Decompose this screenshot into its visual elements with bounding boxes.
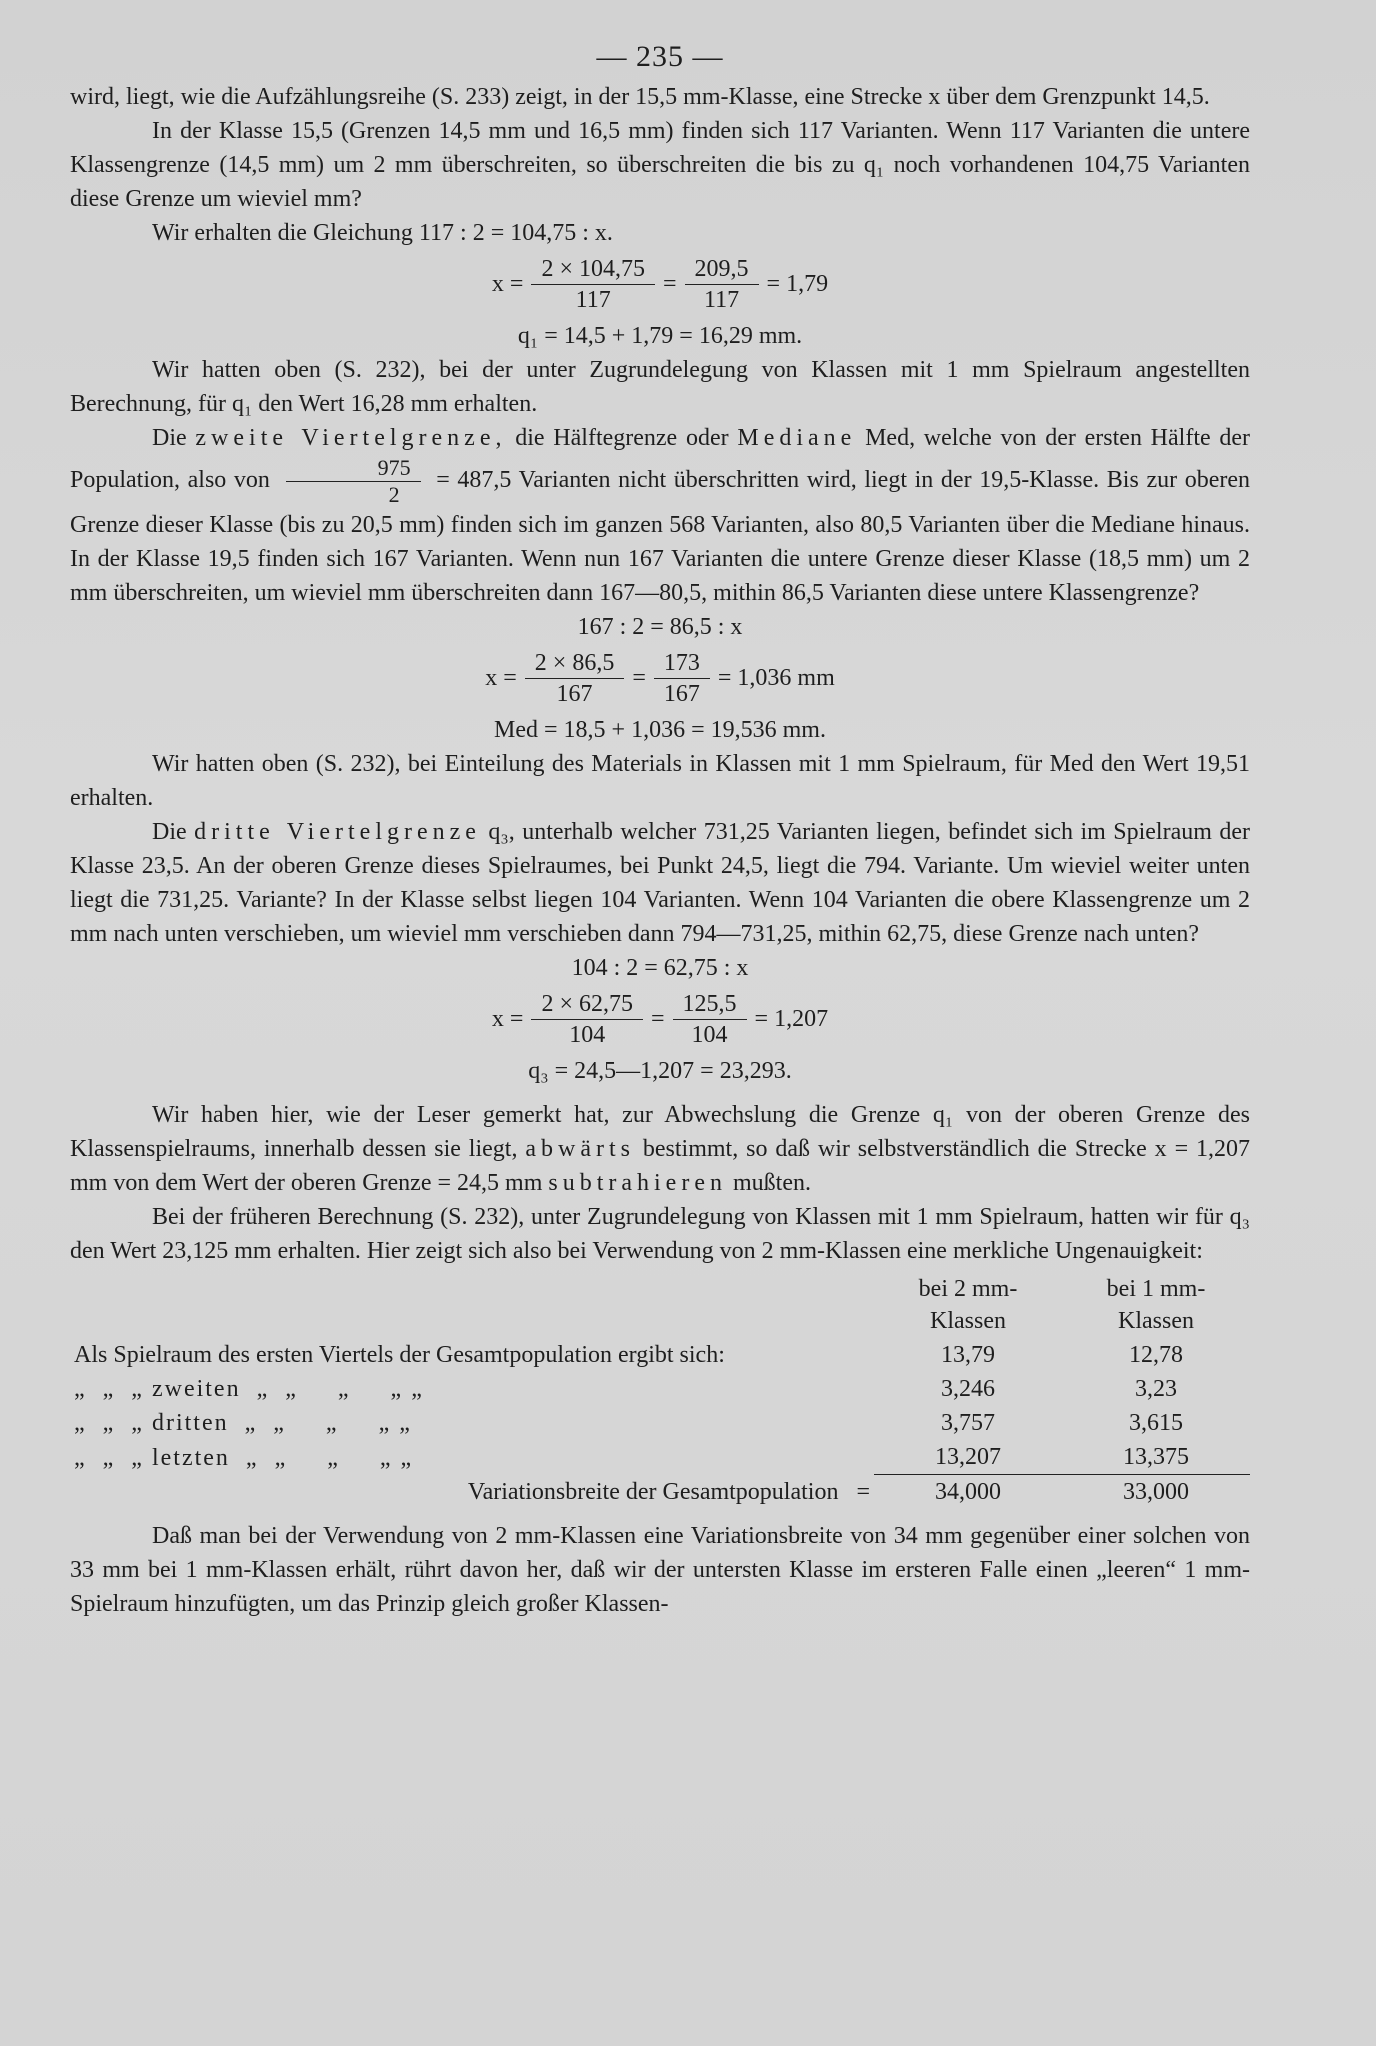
paragraph: wird, liegt, wie die Aufzählungsreihe (S. 233) zeigt, in der 15,5 mm-Klasse, eine Strecke x über dem Grenzpunkt 14,5. [70, 84, 1210, 110]
paragraph: Daß man bei der Verwendung von 2 mm-Klassen eine Variationsbreite von 34 mm gegenüber einer solchen von 33 mm bei 1 mm-Klassen erhält, rührt davon her, daß wir der untersten Klasse im ersteren Falle einen „leeren“ 1 mm-Spielraum hinzufügten, um das Prinzip gleich großer Klassen- [70, 1523, 1250, 1617]
text-run: Med, welche von der ersten Hälfte der Population, also von [70, 425, 1251, 494]
table-row [70, 1372, 1250, 1406]
text-run: q₃, unterhalb welcher 731,25 Varianten liegen, befindet sich im Spielraum der Klasse 23,5. An der oberen Grenze dieses Spielraumes, bei Punkt 24,5, liegt die 794. Variante. Um wieviel weiter unten liegt die 731,25. Variante? In der Klasse selbst liegen 104 Varianten. Wenn 104 Varianten die obere Klassengrenze um 2 mm nach unten verschieben, um wieviel mm verschieben dann 794—731,25, mithin 62,75, diese Grenze nach unten? [70, 819, 1251, 947]
eq-equals: = [663, 271, 677, 297]
fraction [685, 254, 759, 315]
eq-equals: = [651, 1006, 665, 1032]
column-header: bei 1 mm- Klassen [1106, 1276, 1206, 1334]
cell-1mm: 3,615 [1129, 1410, 1183, 1436]
numerator: 2 × 62,75 [531, 989, 643, 1020]
numerator: 125,5 [673, 989, 747, 1020]
equation-x2 [70, 648, 1250, 709]
numerator: 209,5 [685, 254, 759, 285]
spaced-term: Mediane [737, 425, 857, 451]
text-run: mußten. [732, 1170, 811, 1196]
paragraph-subtraction [70, 1098, 1250, 1200]
numerator: 2 × 86,5 [525, 648, 625, 679]
paragraph: Wir hatten oben (S. 232), bei Einteilung des Materials in Klassen mit 1 mm Spielraum, für Med den Wert 19,51 erhalten. [70, 751, 1250, 811]
table-row [70, 1338, 1250, 1372]
total-2mm: 34,000 [874, 1475, 1062, 1510]
spaced-term: zweite Viertelgrenze, [195, 425, 507, 451]
numerator: 975 [286, 455, 421, 482]
eq-result: = 1,036 mm [717, 665, 835, 691]
equation-x1 [70, 254, 1250, 315]
numerator: 2 × 104,75 [531, 254, 655, 285]
fraction [525, 648, 625, 709]
fraction-975-2 [286, 455, 421, 508]
cell-1mm: 12,78 [1129, 1342, 1183, 1368]
eq-lhs: x = [491, 1006, 524, 1032]
paragraph-median [70, 421, 1250, 610]
denominator: 117 [703, 287, 740, 313]
page-content [70, 40, 1250, 1621]
cell-2mm: 3,246 [941, 1376, 995, 1402]
paragraph: Bei der früheren Berechnung (S. 232), unter Zugrundelegung von Klassen mit 1 mm Spielraum, hatten wir für q₃ den Wert 23,125 mm erhalten. Hier zeigt sich also bei Verwendung von 2 mm-Klassen eine merkliche Ungenauigkeit: [70, 1204, 1250, 1264]
total-1mm: 33,000 [1062, 1475, 1250, 1510]
spaced-term: abwärts [525, 1136, 635, 1162]
equation-proportion: 167 : 2 = 86,5 : x [577, 614, 743, 640]
text-run: die Hälftegrenze oder [515, 425, 729, 451]
row-label: Als Spielraum des ersten Viertels der Gesamtpopulation ergibt sich: [74, 1342, 725, 1368]
fraction [673, 989, 747, 1050]
equation-q3: q₃ = 24,5—1,207 = 23,293. [528, 1058, 792, 1084]
text-run: Wir haben hier, wie der Leser gemerkt hat, zur Abwechslung die Grenze q₁ von der oberen Grenze des Klassenspielraums, innerhalb dessen sie liegt, [70, 1102, 1250, 1162]
eq-lhs: x = [491, 271, 524, 297]
denominator: 167 [556, 681, 593, 707]
row-label: „ „ „ dritten „ „ „ „ „ [74, 1410, 412, 1436]
eq-lhs: x = [485, 665, 517, 691]
table-header-row [70, 1272, 1250, 1338]
spaced-term: dritte Viertelgrenze [194, 819, 481, 845]
page-number: — 235 — [596, 40, 724, 73]
eq-result: = 1,207 [754, 1006, 829, 1032]
denominator: 104 [691, 1022, 728, 1048]
equation-x3 [70, 989, 1250, 1050]
equation-proportion: 104 : 2 = 62,75 : x [571, 955, 749, 981]
paragraph: Wir hatten oben (S. 232), bei der unter Zugrundelegung von Klassen mit 1 mm Spielraum angestellten Berechnung, für q₁ den Wert 16,28 mm erhalten. [70, 357, 1250, 417]
table-row [70, 1440, 1250, 1475]
total-label: Variationsbreite der Gesamtpopulation = [467, 1479, 870, 1505]
paragraph: In der Klasse 15,5 (Grenzen 14,5 mm und 16,5 mm) finden sich 117 Varianten. Wenn 117 Varianten die untere Klassengrenze (14,5 mm) um 2 mm überschreiten, so überschreiten die bis zu q₁ noch vorhandenen 104,75 Varianten diese Grenze um wieviel mm? [70, 118, 1250, 212]
denominator: 117 [575, 287, 611, 313]
fraction [531, 989, 643, 1050]
text-run: = 487,5 Varianten nicht überschritten wird, liegt in der 19,5-Klasse. Bis zur oberen Grenze dieser Klasse (bis zu 20,5 mm) finden sich im ganzen 568 Varianten, also 80,5 Varianten über die Mediane hinaus. In der Klasse 19,5 finden sich 167 Varianten. Wenn nun 167 Varianten die untere Grenze dieser Klasse (18,5 mm) um 2 mm überschreiten, um wieviel mm überschreiten dann 167—80,5, mithin 86,5 Varianten diese untere Klassengrenze? [70, 467, 1251, 606]
fraction [531, 254, 655, 315]
row-label: „ „ „ letzten „ „ „ „ „ [74, 1444, 414, 1471]
equation-q1: q₁ = 14,5 + 1,79 = 16,29 mm. [517, 323, 803, 349]
paragraph: Wir erhalten die Gleichung 117 : 2 = 104,75 : x. [152, 220, 613, 246]
eq-result: = 1,79 [766, 271, 829, 297]
text-run: Die [152, 819, 187, 845]
eq-equals: = [632, 665, 646, 691]
paragraph-q3 [70, 815, 1250, 951]
text-run: bestimmt, so daß wir selbstverständlich die Strecke x = 1,207 mm von dem Wert der oberen Grenze = 24,5 mm [70, 1136, 1250, 1196]
cell-2mm: 3,757 [941, 1410, 995, 1436]
table-total-row [70, 1475, 1250, 1510]
cell-1mm: 13,375 [1123, 1444, 1189, 1470]
numerator: 173 [654, 648, 710, 679]
table-row [70, 1406, 1250, 1440]
text-run: Die [152, 425, 187, 451]
cell-1mm: 3,23 [1135, 1376, 1177, 1402]
cell-2mm: 13,207 [935, 1444, 1001, 1470]
column-header: bei 2 mm- Klassen [918, 1276, 1018, 1334]
comparison-table [70, 1272, 1250, 1509]
denominator: 2 [388, 482, 400, 507]
row-label: „ „ „ zweiten „ „ „ „ „ [74, 1376, 424, 1402]
cell-2mm: 13,79 [941, 1342, 995, 1368]
denominator: 104 [569, 1022, 606, 1048]
fraction [654, 648, 710, 709]
denominator: 167 [663, 681, 700, 707]
equation-med: Med = 18,5 + 1,036 = 19,536 mm. [494, 717, 826, 743]
spaced-term: subtrahieren [548, 1170, 727, 1196]
